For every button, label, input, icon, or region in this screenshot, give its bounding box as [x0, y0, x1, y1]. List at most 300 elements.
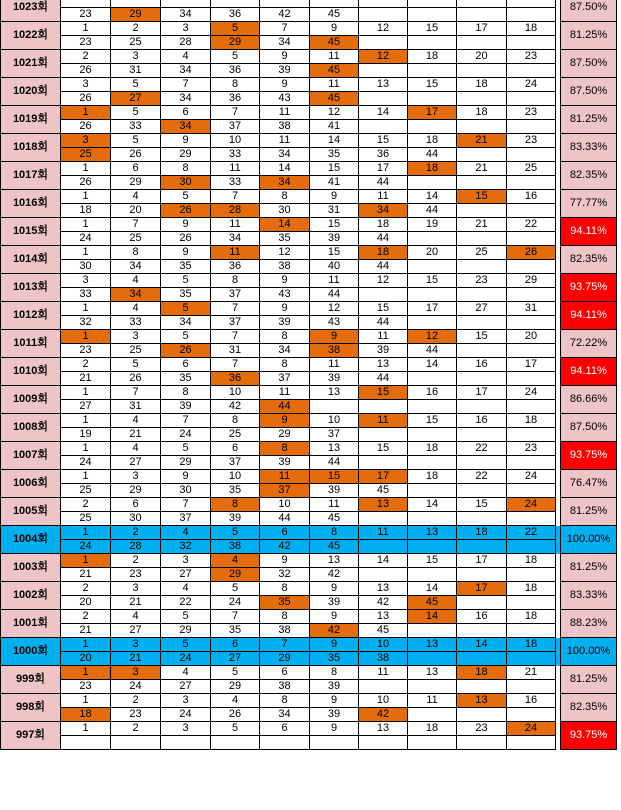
number-cell: 25	[61, 512, 111, 526]
number-cell: 5	[111, 134, 161, 148]
number-cell: 14	[260, 218, 310, 232]
number-cell: 18	[507, 638, 556, 652]
round-row-top	[1, 274, 617, 288]
number-cell: 39	[310, 484, 359, 498]
number-cell: 10	[211, 386, 260, 400]
number-cell: 14	[457, 638, 507, 652]
number-cell: 13	[359, 498, 408, 512]
number-cell: 29	[260, 652, 310, 666]
number-cell: 3	[161, 554, 211, 568]
number-cell: 44	[359, 232, 408, 246]
number-cell: 27	[111, 92, 161, 106]
number-cell: 12	[359, 50, 408, 64]
number-cell	[408, 456, 457, 470]
number-cell: 9	[310, 722, 359, 736]
round-row-top	[1, 554, 617, 568]
number-cell: 38	[260, 680, 310, 694]
match-percentage: 87.50%	[561, 50, 617, 78]
number-cell: 2	[61, 50, 111, 64]
number-cell: 18	[408, 162, 457, 176]
round-row-bottom	[1, 540, 617, 554]
number-cell: 5	[111, 78, 161, 92]
number-cell: 34	[260, 36, 310, 50]
number-cell: 2	[111, 526, 161, 540]
number-cell: 41	[310, 120, 359, 134]
number-cell: 36	[211, 64, 260, 78]
number-cell	[507, 36, 556, 50]
number-cell: 18	[507, 414, 556, 428]
number-cell: 22	[507, 526, 556, 540]
number-cell: 7	[211, 358, 260, 372]
number-cell: 45	[310, 540, 359, 554]
number-cell: 44	[408, 204, 457, 218]
round-label: 1015회	[1, 218, 61, 246]
number-cell: 28	[161, 36, 211, 50]
number-cell: 2	[61, 582, 111, 596]
number-cell: 26	[161, 344, 211, 358]
number-cell: 4	[161, 526, 211, 540]
number-cell: 17	[457, 582, 507, 596]
number-cell: 24	[507, 386, 556, 400]
number-cell	[457, 484, 507, 498]
number-cell: 44	[408, 344, 457, 358]
number-cell	[457, 316, 507, 330]
number-cell: 7	[211, 190, 260, 204]
number-cell: 29	[111, 484, 161, 498]
number-cell	[507, 400, 556, 414]
number-cell: 16	[457, 610, 507, 624]
round-label: 1000회	[1, 638, 61, 666]
number-cell: 37	[161, 512, 211, 526]
number-cell: 35	[310, 652, 359, 666]
round-row-top	[1, 22, 617, 36]
number-cell: 3	[61, 78, 111, 92]
number-cell: 4	[161, 582, 211, 596]
match-percentage: 81.25%	[561, 554, 617, 582]
number-cell: 23	[61, 36, 111, 50]
number-cell: 6	[211, 442, 260, 456]
number-cell: 34	[161, 64, 211, 78]
number-cell: 13	[408, 638, 457, 652]
number-cell: 17	[457, 386, 507, 400]
number-cell: 9	[260, 50, 310, 64]
number-cell: 34	[111, 260, 161, 274]
number-cell	[507, 736, 556, 750]
match-percentage: 87.50%	[561, 78, 617, 106]
number-cell: 11	[359, 526, 408, 540]
round-row-top	[1, 722, 617, 736]
number-cell: 12	[260, 246, 310, 260]
number-cell: 8	[211, 78, 260, 92]
number-cell: 8	[260, 694, 310, 708]
number-cell	[457, 512, 507, 526]
number-cell	[359, 428, 408, 442]
number-cell: 11	[211, 218, 260, 232]
number-cell: 9	[310, 694, 359, 708]
number-cell: 9	[260, 554, 310, 568]
round-row-bottom	[1, 736, 617, 750]
number-cell: 25	[111, 344, 161, 358]
round-row-bottom	[1, 596, 617, 610]
number-cell: 30	[61, 260, 111, 274]
number-cell: 13	[359, 610, 408, 624]
match-percentage: 93.75%	[561, 442, 617, 470]
number-cell: 5	[211, 526, 260, 540]
number-cell: 35	[260, 596, 310, 610]
number-cell: 34	[260, 176, 310, 190]
number-cell: 5	[161, 190, 211, 204]
number-cell	[457, 344, 507, 358]
number-cell: 14	[260, 162, 310, 176]
number-cell: 31	[111, 400, 161, 414]
number-cell: 11	[260, 106, 310, 120]
number-cell	[61, 736, 111, 750]
number-cell: 24	[507, 498, 556, 512]
number-cell: 3	[61, 274, 111, 288]
number-cell: 25	[61, 148, 111, 162]
number-cell: 27	[211, 652, 260, 666]
number-cell: 35	[161, 288, 211, 302]
number-cell: 16	[457, 358, 507, 372]
number-cell: 13	[310, 386, 359, 400]
match-percentage: 87.50%	[561, 0, 617, 22]
number-cell: 20	[61, 596, 111, 610]
number-cell: 9	[161, 218, 211, 232]
number-cell: 35	[161, 372, 211, 386]
number-cell: 44	[359, 372, 408, 386]
number-cell: 37	[211, 316, 260, 330]
number-cell: 5	[111, 106, 161, 120]
number-cell	[507, 512, 556, 526]
number-cell: 34	[260, 148, 310, 162]
number-cell: 8	[260, 442, 310, 456]
number-cell	[457, 680, 507, 694]
number-cell	[408, 484, 457, 498]
number-cell: 20	[61, 652, 111, 666]
number-cell	[457, 372, 507, 386]
number-cell: 18	[457, 526, 507, 540]
number-cell: 39	[260, 316, 310, 330]
round-row-bottom	[1, 652, 617, 666]
number-cell: 6	[111, 498, 161, 512]
number-cell: 8	[211, 498, 260, 512]
number-cell	[359, 512, 408, 526]
number-cell: 44	[359, 316, 408, 330]
number-cell: 3	[161, 722, 211, 736]
match-percentage: 82.35%	[561, 162, 617, 190]
number-cell: 38	[359, 652, 408, 666]
number-cell: 26	[211, 708, 260, 722]
number-cell: 34	[161, 120, 211, 134]
number-cell: 45	[310, 36, 359, 50]
number-cell: 5	[211, 582, 260, 596]
round-label: 1012회	[1, 302, 61, 330]
number-cell: 9	[310, 190, 359, 204]
number-cell	[359, 400, 408, 414]
match-percentage: 100.00%	[561, 526, 617, 554]
number-cell: 1	[61, 526, 111, 540]
number-cell: 4	[111, 302, 161, 316]
number-cell: 7	[211, 610, 260, 624]
number-cell: 39	[211, 512, 260, 526]
number-cell: 18	[457, 78, 507, 92]
number-cell	[359, 540, 408, 554]
number-cell	[408, 512, 457, 526]
number-cell: 3	[161, 694, 211, 708]
number-cell: 9	[310, 610, 359, 624]
number-cell: 5	[111, 358, 161, 372]
number-cell	[408, 372, 457, 386]
number-cell: 10	[260, 498, 310, 512]
round-row-bottom	[1, 568, 617, 582]
round-row-top	[1, 498, 617, 512]
number-cell: 44	[408, 148, 457, 162]
number-cell: 31	[310, 204, 359, 218]
round-row-top	[1, 526, 617, 540]
number-cell: 23	[457, 722, 507, 736]
number-cell	[507, 260, 556, 274]
number-cell: 36	[211, 8, 260, 22]
number-cell: 2	[111, 22, 161, 36]
number-cell	[408, 0, 457, 8]
number-cell: 6	[260, 526, 310, 540]
round-row-bottom	[1, 288, 617, 302]
number-cell: 17	[408, 302, 457, 316]
match-percentage: 72.22%	[561, 330, 617, 358]
number-cell: 1	[61, 106, 111, 120]
number-cell	[408, 540, 457, 554]
number-cell: 44	[260, 512, 310, 526]
number-cell: 15	[457, 190, 507, 204]
number-cell	[359, 8, 408, 22]
number-cell	[457, 736, 507, 750]
number-cell: 33	[211, 148, 260, 162]
match-percentage: 81.25%	[561, 498, 617, 526]
number-cell: 21	[111, 652, 161, 666]
number-cell	[507, 316, 556, 330]
number-cell	[359, 92, 408, 106]
number-cell: 1	[61, 22, 111, 36]
number-cell	[507, 372, 556, 386]
number-cell: 7	[211, 302, 260, 316]
number-cell	[507, 624, 556, 638]
number-cell: 9	[161, 470, 211, 484]
number-cell	[359, 680, 408, 694]
number-cell: 32	[260, 568, 310, 582]
number-cell: 37	[211, 456, 260, 470]
round-label: 999회	[1, 666, 61, 694]
number-cell: 18	[359, 246, 408, 260]
number-cell: 8	[310, 666, 359, 680]
number-cell: 4	[161, 666, 211, 680]
number-cell	[507, 708, 556, 722]
number-cell: 42	[260, 540, 310, 554]
number-cell: 26	[61, 176, 111, 190]
round-row-bottom	[1, 92, 617, 106]
number-cell: 15	[310, 218, 359, 232]
number-cell: 39	[310, 372, 359, 386]
number-cell: 18	[408, 722, 457, 736]
number-cell: 38	[260, 624, 310, 638]
number-cell: 7	[211, 106, 260, 120]
number-cell: 12	[408, 330, 457, 344]
round-label: 1005회	[1, 498, 61, 526]
number-cell: 22	[161, 596, 211, 610]
number-cell: 39	[310, 708, 359, 722]
number-cell	[507, 540, 556, 554]
number-cell: 26	[161, 204, 211, 218]
number-cell: 11	[310, 498, 359, 512]
number-cell: 24	[61, 540, 111, 554]
number-cell: 3	[111, 470, 161, 484]
round-label: 1014회	[1, 246, 61, 274]
number-cell: 15	[359, 442, 408, 456]
number-cell	[457, 288, 507, 302]
match-percentage: 86.66%	[561, 386, 617, 414]
number-cell: 16	[507, 694, 556, 708]
number-cell: 8	[260, 330, 310, 344]
number-cell: 13	[359, 78, 408, 92]
round-row-bottom	[1, 400, 617, 414]
number-cell: 37	[211, 120, 260, 134]
number-cell: 42	[260, 8, 310, 22]
number-cell: 5	[211, 722, 260, 736]
number-cell	[507, 176, 556, 190]
number-cell	[457, 400, 507, 414]
number-cell: 4	[211, 554, 260, 568]
number-cell: 23	[457, 274, 507, 288]
round-label: 1001회	[1, 610, 61, 638]
number-cell	[457, 92, 507, 106]
number-cell	[507, 92, 556, 106]
number-cell: 1	[61, 218, 111, 232]
number-cell: 17	[408, 106, 457, 120]
number-cell: 11	[359, 330, 408, 344]
round-label: 1006회	[1, 470, 61, 498]
number-cell: 18	[457, 106, 507, 120]
number-cell: 43	[260, 288, 310, 302]
number-cell: 23	[111, 708, 161, 722]
number-cell: 18	[408, 442, 457, 456]
number-cell: 1	[61, 442, 111, 456]
number-cell	[111, 736, 161, 750]
number-cell: 17	[359, 162, 408, 176]
number-cell: 8	[211, 274, 260, 288]
number-cell: 9	[310, 330, 359, 344]
number-cell: 18	[408, 470, 457, 484]
round-row-top	[1, 134, 617, 148]
number-cell: 31	[211, 344, 260, 358]
number-cell	[408, 736, 457, 750]
number-cell: 2	[61, 498, 111, 512]
number-cell: 23	[61, 344, 111, 358]
number-cell: 42	[310, 624, 359, 638]
number-cell: 22	[457, 470, 507, 484]
number-cell: 20	[457, 50, 507, 64]
number-cell	[260, 0, 310, 8]
match-percentage: 81.25%	[561, 22, 617, 50]
number-cell: 29	[111, 176, 161, 190]
round-label: 997회	[1, 722, 61, 750]
round-row-top	[1, 162, 617, 176]
number-cell: 18	[507, 582, 556, 596]
number-cell: 10	[211, 470, 260, 484]
number-cell: 5	[161, 442, 211, 456]
match-percentage: 82.35%	[561, 694, 617, 722]
number-cell: 38	[211, 540, 260, 554]
number-cell	[457, 148, 507, 162]
number-cell	[408, 652, 457, 666]
number-cell	[507, 288, 556, 302]
number-cell: 14	[408, 582, 457, 596]
number-cell	[408, 36, 457, 50]
number-cell: 26	[111, 372, 161, 386]
match-percentage: 81.25%	[561, 666, 617, 694]
number-cell: 14	[408, 358, 457, 372]
number-cell: 25	[507, 162, 556, 176]
match-percentage: 93.75%	[561, 274, 617, 302]
number-cell: 23	[61, 680, 111, 694]
number-cell	[310, 736, 359, 750]
match-percentage: 83.33%	[561, 134, 617, 162]
number-cell: 24	[161, 708, 211, 722]
round-row-bottom	[1, 512, 617, 526]
number-cell	[457, 120, 507, 134]
number-cell	[457, 232, 507, 246]
round-label: 1009회	[1, 386, 61, 414]
number-cell	[507, 484, 556, 498]
number-cell: 44	[310, 288, 359, 302]
number-cell: 10	[359, 638, 408, 652]
number-cell: 1	[61, 190, 111, 204]
number-cell: 6	[260, 722, 310, 736]
number-cell: 11	[260, 386, 310, 400]
number-cell: 36	[211, 372, 260, 386]
number-cell	[408, 92, 457, 106]
number-cell	[408, 680, 457, 694]
number-cell	[457, 428, 507, 442]
number-cell	[161, 736, 211, 750]
round-row-bottom	[1, 428, 617, 442]
number-cell: 6	[260, 666, 310, 680]
number-cell: 15	[457, 498, 507, 512]
number-cell: 23	[61, 8, 111, 22]
number-cell: 24	[507, 722, 556, 736]
round-row-top	[1, 470, 617, 484]
number-cell: 1	[61, 694, 111, 708]
number-cell: 39	[310, 232, 359, 246]
number-cell: 21	[507, 666, 556, 680]
number-cell: 4	[211, 694, 260, 708]
number-cell: 5	[161, 638, 211, 652]
number-cell: 8	[260, 190, 310, 204]
number-cell	[507, 652, 556, 666]
number-cell: 27	[111, 456, 161, 470]
number-cell: 15	[457, 330, 507, 344]
number-cell: 9	[310, 582, 359, 596]
number-cell: 7	[111, 218, 161, 232]
number-cell: 1	[61, 162, 111, 176]
number-cell: 13	[359, 358, 408, 372]
number-cell: 15	[359, 302, 408, 316]
number-cell: 7	[111, 386, 161, 400]
number-cell: 18	[507, 610, 556, 624]
number-cell: 34	[260, 708, 310, 722]
number-cell: 15	[408, 274, 457, 288]
number-cell: 19	[61, 428, 111, 442]
number-cell: 1	[61, 554, 111, 568]
round-row-top	[1, 638, 617, 652]
